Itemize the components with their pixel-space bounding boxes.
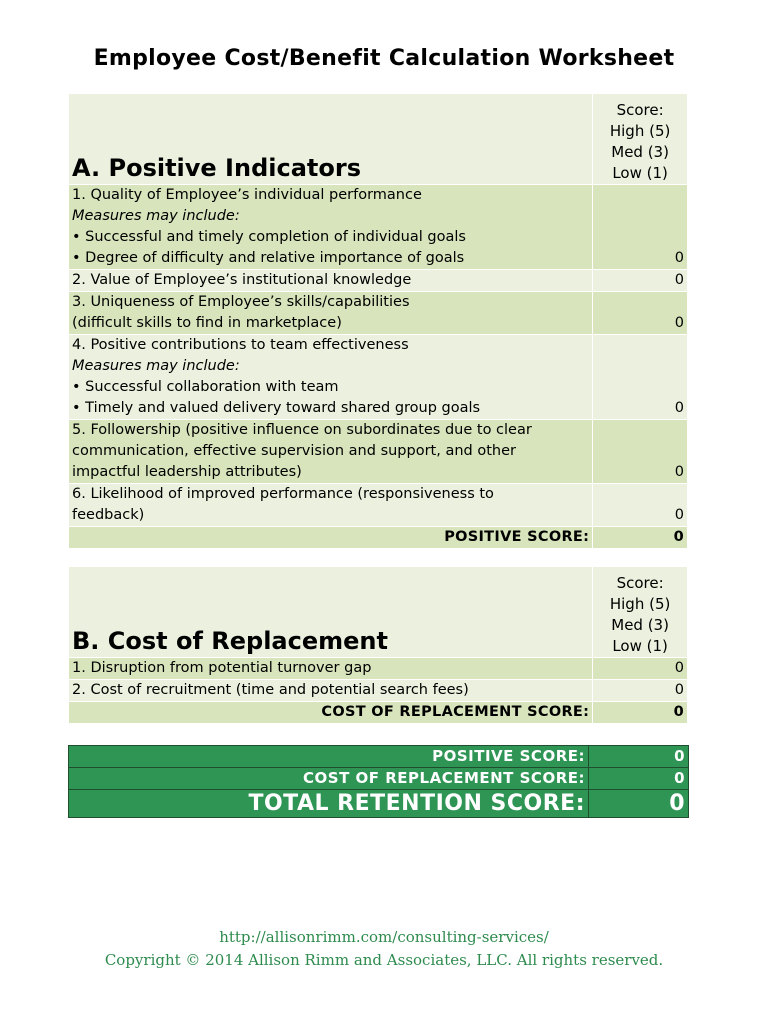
summary-positive-value: 0	[589, 746, 689, 768]
positive-indicators-table	[68, 93, 688, 549]
item-description: 4. Positive contributions to team effectiveness Measures may include: • Successful collaboration with team • Timely and valued delivery toward shared group goals	[69, 335, 593, 420]
item-description: 1. Disruption from potential turnover gap	[69, 658, 593, 680]
page-title: Employee Cost/Benefit Calculation Worksheet	[93, 46, 675, 71]
section-b-heading: B. Cost of Replacement	[69, 567, 593, 658]
item-description: 1. Quality of Employee’s individual performance Measures may include: • Successful and timely completion of individual goals • Degree of difficulty and relative importance of goals	[69, 185, 593, 270]
replacement-score-row	[69, 702, 688, 724]
positive-score-value: 0	[593, 527, 688, 549]
positive-score-row	[69, 527, 688, 549]
score-cell[interactable]: 0	[593, 420, 688, 484]
table-row	[69, 292, 688, 335]
score-cell[interactable]: 0	[593, 185, 688, 270]
footer-link[interactable]: http://allisonrimm.com/consulting-services/	[219, 928, 549, 946]
item-description: 2. Cost of recruitment (time and potential search fees)	[69, 680, 593, 702]
summary-replacement-label: COST OF REPLACEMENT SCORE:	[69, 768, 589, 790]
section-a-heading: A. Positive Indicators	[69, 94, 593, 185]
summary-replacement-value: 0	[589, 768, 689, 790]
summary-positive-label: POSITIVE SCORE:	[69, 746, 589, 768]
retention-summary-table	[68, 745, 689, 818]
item-description: 5. Followership (positive influence on subordinates due to clear communication, effective supervision and support, and other impactful leadership attributes)	[69, 420, 593, 484]
score-cell[interactable]: 0	[593, 270, 688, 292]
score-cell[interactable]: 0	[593, 335, 688, 420]
score-cell[interactable]: 0	[593, 484, 688, 527]
cost-of-replacement-table	[68, 566, 688, 724]
table-row	[69, 185, 688, 270]
score-cell[interactable]: 0	[593, 292, 688, 335]
summary-row	[69, 768, 689, 790]
item-description: 6. Likelihood of improved performance (responsiveness to feedback)	[69, 484, 593, 527]
table-row	[69, 270, 688, 292]
positive-score-label: POSITIVE SCORE:	[69, 527, 593, 549]
total-retention-label: TOTAL RETENTION SCORE:	[69, 790, 589, 818]
table-row	[69, 680, 688, 702]
summary-row	[69, 746, 689, 768]
item-description: 3. Uniqueness of Employee’s skills/capabilities (difficult skills to find in marketplace)	[69, 292, 593, 335]
item-description: 2. Value of Employee’s institutional knowledge	[69, 270, 593, 292]
score-header: Score: High (5) Med (3) Low (1)	[593, 567, 688, 658]
score-cell[interactable]: 0	[593, 658, 688, 680]
table-row	[69, 484, 688, 527]
summary-row	[69, 790, 689, 818]
replacement-score-label: COST OF REPLACEMENT SCORE:	[69, 702, 593, 724]
score-cell[interactable]: 0	[593, 680, 688, 702]
table-row	[69, 658, 688, 680]
footer-copyright: Copyright © 2014 Allison Rimm and Associates, LLC. All rights reserved.	[104, 951, 664, 969]
score-header: Score: High (5) Med (3) Low (1)	[593, 94, 688, 185]
total-retention-value: 0	[589, 790, 689, 818]
table-row	[69, 420, 688, 484]
replacement-score-value: 0	[593, 702, 688, 724]
table-row	[69, 335, 688, 420]
